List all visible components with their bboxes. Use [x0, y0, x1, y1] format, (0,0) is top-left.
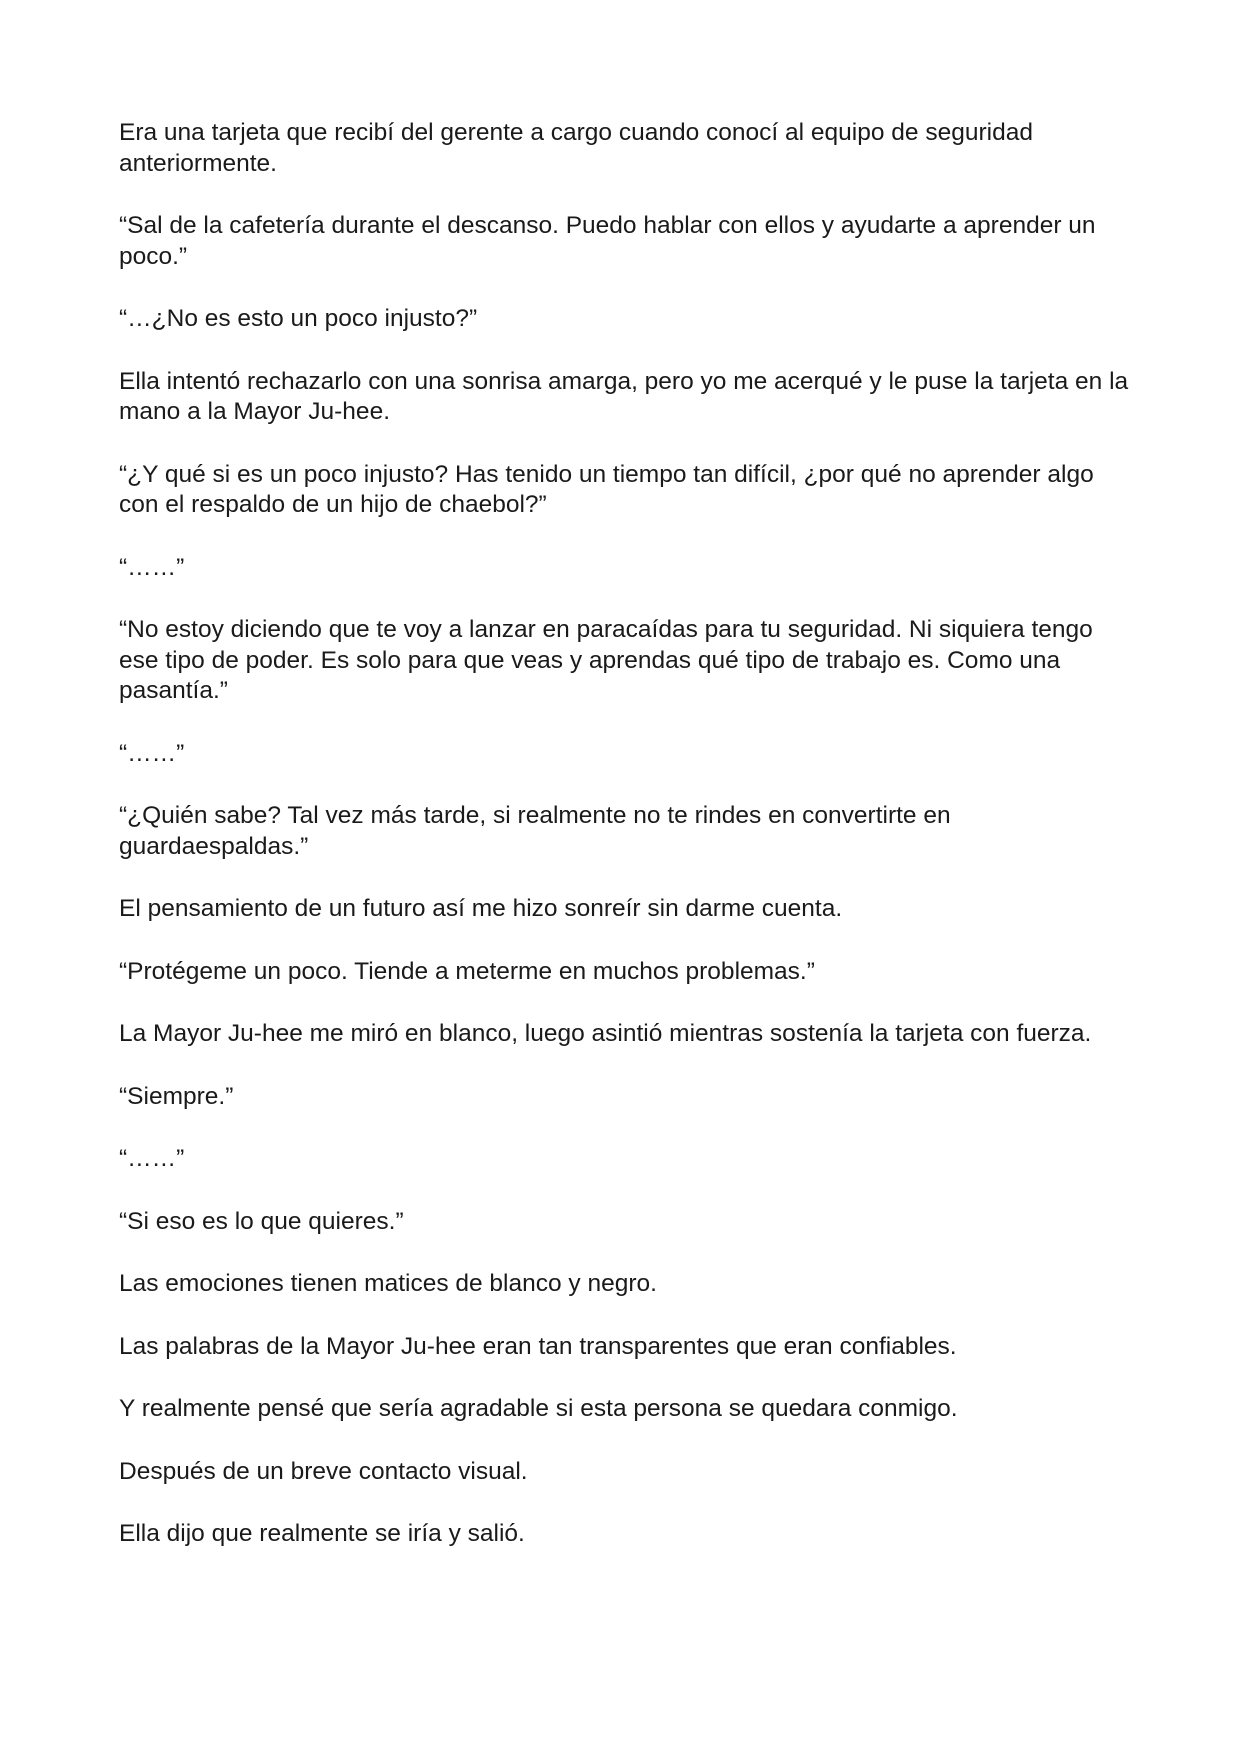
paragraph: “¿Quién sabe? Tal vez más tarde, si realmente no te rindes en convertirte en guardaespaldas.”: [119, 802, 951, 860]
paragraph: Las palabras de la Mayor Ju-hee eran tan transparentes que eran confiables.: [119, 1332, 957, 1360]
paragraph: El pensamiento de un futuro así me hizo sonreír sin darme cuenta.: [119, 895, 843, 922]
paragraph: Y realmente pensé que sería agradable si esta persona se quedara conmigo.: [119, 1395, 958, 1422]
paragraph: Después de un breve contacto visual.: [119, 1457, 528, 1485]
paragraph: “Sal de la cafetería durante el descanso. Puedo hablar con ellos y ayudarte a aprender un poco.”: [119, 212, 1096, 270]
paragraph: “¿Y qué si es un poco injusto? Has tenido un tiempo tan difícil, ¿por qué no aprender algo con el respaldo de un hijo de chaebol?”: [119, 460, 1094, 518]
paragraph: Era una tarjeta que recibí del gerente a cargo cuando conocí al equipo de seguridad anteriormente.: [119, 119, 1033, 177]
paragraph: Ella intentó rechazarlo con una sonrisa amarga, pero yo me acerqué y le puse la tarjeta en la mano a la Mayor Ju-hee.: [119, 367, 1129, 425]
paragraph: “……”: [119, 553, 185, 581]
paragraph: “……”: [119, 1145, 185, 1172]
paragraph: “…¿No es esto un poco injusto?”: [119, 305, 478, 332]
paragraph: “No estoy diciendo que te voy a lanzar en paracaídas para tu seguridad. Ni siquiera tengo ese tipo de poder. Es solo para que veas y aprendas qué tipo de trabajo es. Como una pasantía.”: [119, 616, 1093, 704]
document-body: [119, 118, 1129, 1582]
paragraph: “……”: [119, 739, 185, 767]
paragraph: Las emociones tienen matices de blanco y negro.: [119, 1270, 657, 1297]
paragraph: La Mayor Ju-hee me miró en blanco, luego asintió mientras sostenía la tarjeta con fuerza.: [119, 1020, 1092, 1047]
paragraph: “Si eso es lo que quieres.”: [119, 1207, 404, 1235]
paragraph: Ella dijo que realmente se iría y salió.: [119, 1520, 525, 1547]
paragraph: “Protégeme un poco. Tiende a meterme en muchos problemas.”: [119, 957, 815, 985]
paragraph: “Siempre.”: [119, 1082, 234, 1110]
